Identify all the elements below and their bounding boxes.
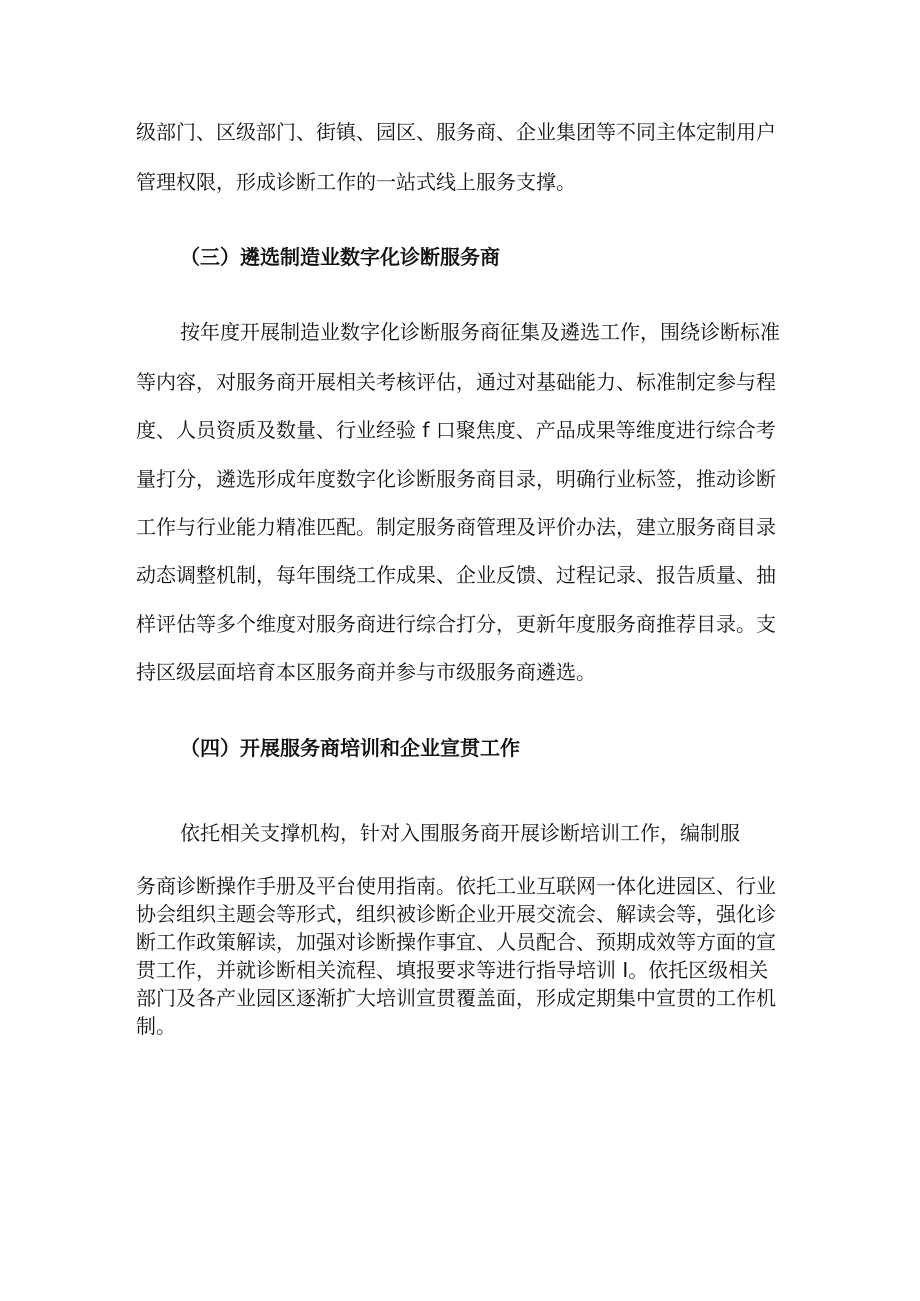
paragraph-line: 工作与行业能力精准匹配。制定服务商管理及评价办法，建立服务商目录	[136, 515, 776, 539]
paragraph-line: 度、人员资质及数量、行业经验 f 口聚焦度、产品成果等维度进行综合考	[136, 418, 776, 442]
paragraph-line: 级部门、区级部门、街镇、园区、服务商、企业集团等不同主体定制用户	[136, 120, 776, 144]
paragraph-line: 协会组织主题会等形式，组织被诊断企业开展交流会、解读会等，强化诊	[136, 902, 776, 926]
paragraph-line: 按年度开展制造业数字化诊断服务商征集及遴选工作，围绕诊断标准	[180, 320, 780, 344]
paragraph-line: 持区级层面培育本区服务商并参与市级服务商遴选。	[136, 660, 596, 684]
paragraph-line: 制。	[136, 1014, 176, 1038]
paragraph-line: 等内容，对服务商开展相关考核评估，通过对基础能力、标准制定参与程	[136, 370, 776, 394]
paragraph-line: 断工作政策解读，加强对诊断操作事宜、人员配合、预期成效等方面的宣	[136, 930, 776, 954]
paragraph-line: 部门及各产业园区逐渐扩大培训宣贯覆盖面，形成定期集中宣贯的工作机	[136, 986, 776, 1010]
paragraph-line: 量打分，遴选形成年度数字化诊断服务商目录，明确行业标签，推动诊断	[136, 467, 776, 491]
paragraph-line: 依托相关支撑机构，针对入围服务商开展诊断培训工作，编制服	[180, 821, 740, 845]
section-heading-3: （三）遴选制造业数字化诊断服务商	[180, 245, 500, 269]
section-heading-4: （四）开展服务商培训和企业宣贯工作	[180, 736, 520, 760]
paragraph-line: 务商诊断操作手册及平台使用指南。依托工业互联网一体化进园区、行业	[136, 874, 776, 898]
paragraph-line: 样评估等多个维度对服务商进行综合打分，更新年度服务商推荐目录。支	[136, 612, 776, 636]
paragraph-line: 贯工作，并就诊断相关流程、填报要求等进行指导培训 I。依托区级相关	[136, 958, 769, 982]
paragraph-line: 动态调整机制，每年围绕工作成果、企业反馈、过程记录、报告质量、抽	[136, 563, 776, 587]
paragraph-line: 管理权限，形成诊断工作的一站式线上服务支撑。	[136, 170, 576, 194]
